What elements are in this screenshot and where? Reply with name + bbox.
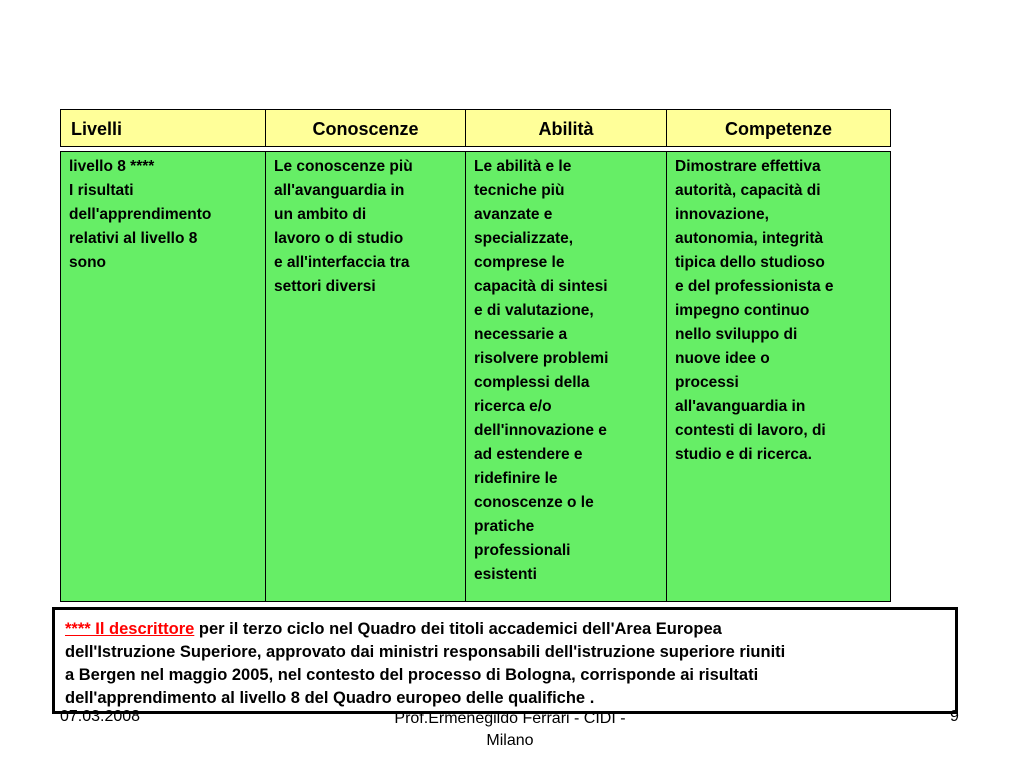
cell-line: autorità, capacità di — [675, 182, 821, 199]
descriptor-note — [52, 607, 958, 714]
note-line: a Bergen nel maggio 2005, nel contesto del processo di Bologna, corrisponde ai risultati — [65, 666, 759, 684]
footer-date: 07.03.2008 — [60, 708, 141, 725]
cell-line: Dimostrare effettiva — [675, 158, 821, 175]
cell-line: lavoro o di studio — [274, 230, 404, 247]
cell-line: dell'innovazione e — [474, 422, 607, 439]
cell-conoscenze — [265, 151, 466, 602]
descriptor-table — [60, 109, 891, 602]
cell-line: sono — [69, 254, 107, 271]
cell-line: capacità di sintesi — [474, 278, 608, 295]
cell-line: tecniche più — [474, 182, 565, 199]
cell-line: innovazione, — [675, 206, 769, 223]
cell-line: settori diversi — [274, 278, 376, 295]
cell-line: contesti di lavoro, di — [675, 422, 826, 439]
cell-line: e di valutazione, — [474, 302, 594, 319]
cell-line: conoscenze o le — [474, 494, 594, 511]
cell-line: Le abilità e le — [474, 158, 572, 175]
cell-line: I risultati — [69, 182, 134, 199]
cell-line: ridefinire le — [474, 470, 558, 487]
footer-author — [360, 708, 660, 752]
header-livelli: Livelli — [60, 109, 266, 147]
cell-line: processi — [675, 374, 739, 391]
cell-abilita — [465, 151, 667, 602]
header-competenze: Competenze — [666, 109, 891, 147]
cell-competenze — [666, 151, 891, 602]
cell-line: risolvere problemi — [474, 350, 609, 367]
cell-line: all'avanguardia in — [675, 398, 806, 415]
cell-line: nuove idee o — [675, 350, 770, 367]
note-highlight: **** Il descrittore — [65, 620, 195, 638]
footer-author-line1: Prof.Ermenegildo Ferrari - CIDI - — [394, 710, 626, 727]
cell-line: all'avanguardia in — [274, 182, 405, 199]
cell-line: comprese le — [474, 254, 565, 271]
cell-line: dell'apprendimento — [69, 206, 212, 223]
note-line: dell'apprendimento al livello 8 del Quadro europeo delle qualifiche . — [65, 689, 595, 707]
cell-line: complessi della — [474, 374, 590, 391]
cell-line: Le conoscenze più — [274, 158, 413, 175]
cell-line: nello sviluppo di — [675, 326, 798, 343]
cell-line: ad estendere e — [474, 446, 583, 463]
cell-line: impegno continuo — [675, 302, 810, 319]
footer-author-line2: Milano — [486, 732, 534, 749]
cell-line: pratiche — [474, 518, 535, 535]
cell-line: professionali — [474, 542, 571, 559]
cell-line: e del professionista e — [675, 278, 834, 295]
cell-livelli — [60, 151, 266, 602]
footer-page-number: 9 — [950, 708, 959, 725]
header-conoscenze: Conoscenze — [265, 109, 466, 147]
cell-line: avanzate e — [474, 206, 553, 223]
cell-line: necessarie a — [474, 326, 568, 343]
note-line: per il terzo ciclo nel Quadro dei titoli accademici dell'Area Europea — [194, 620, 722, 638]
note-line: dell'Istruzione Superiore, approvato dai ministri responsabili dell'istruzione superiore riuniti — [65, 643, 786, 661]
cell-line: un ambito di — [274, 206, 367, 223]
cell-line: autonomia, integrità — [675, 230, 824, 247]
cell-line: e all'interfaccia tra — [274, 254, 410, 271]
table-row — [60, 151, 891, 602]
cell-line: esistenti — [474, 566, 537, 583]
header-abilita: Abilità — [465, 109, 667, 147]
cell-line: studio e di ricerca. — [675, 446, 812, 463]
cell-line: livello 8 **** — [69, 158, 155, 175]
cell-line: tipica dello studioso — [675, 254, 825, 271]
cell-line: ricerca e/o — [474, 398, 552, 415]
cell-line: relativi al livello 8 — [69, 230, 198, 247]
cell-line: specializzate, — [474, 230, 574, 247]
